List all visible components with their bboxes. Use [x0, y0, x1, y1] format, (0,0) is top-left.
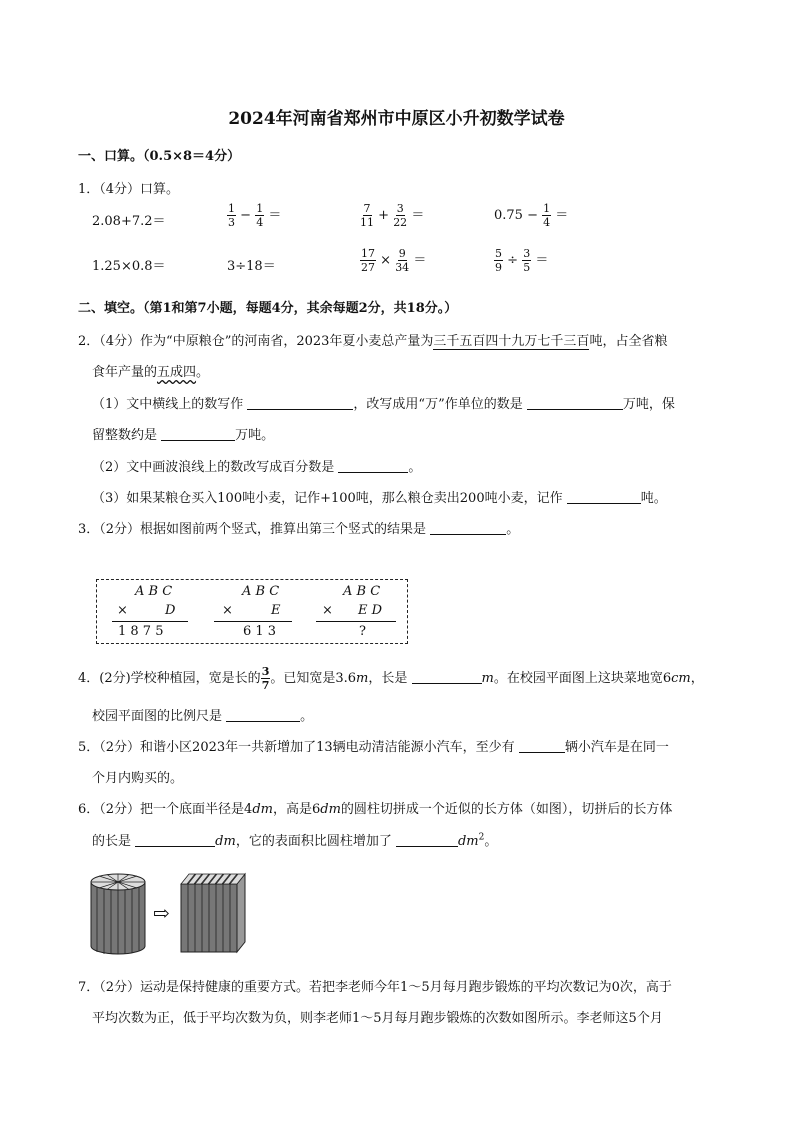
- question-1-label: 1．（4分）口算。: [78, 182, 180, 197]
- calc-item-3: $\frac{7}{11}$ + $\frac{3}{22}$ ＝: [360, 202, 425, 229]
- calc-3-result: ?: [359, 624, 366, 639]
- calc-3-bottom: E D: [358, 603, 383, 618]
- question-4-line-1: 4．(2分)学校种植园，宽是长的 $\frac{3}{7}$ 。已知宽是3.6m，长是 m。在校园平面图上这块菜地宽6cm，: [78, 665, 704, 692]
- calc-item-1: 2.08+7.2＝: [92, 214, 166, 229]
- cut-cylinder-figure: [88, 870, 148, 958]
- calc-item-2: $\frac{1}{3}$ − $\frac{1}{4}$ ＝: [228, 202, 282, 229]
- fraction: $\frac{5}{9}$: [495, 247, 502, 274]
- calc-2-line: [214, 621, 292, 622]
- question-2-sub-1-cont: 留整数约是 万吨。: [92, 428, 275, 443]
- fraction: $\frac{3}{5}$: [523, 247, 531, 274]
- answer-blank[interactable]: [567, 490, 641, 504]
- calc-1-bottom: D: [165, 603, 176, 618]
- question-3-text: 3．（2分）根据如图前两个竖式，推算出第三个竖式的结果是 。: [78, 522, 520, 537]
- calc-2-bottom: E: [271, 603, 281, 618]
- calc-item-7: $\frac{17}{27}$ × $\frac{9}{34}$ ＝: [361, 247, 427, 274]
- answer-blank[interactable]: [396, 833, 458, 847]
- calc-2-mul: ×: [222, 603, 233, 618]
- answer-blank[interactable]: [412, 670, 482, 684]
- calc-1-top: A B C: [135, 584, 173, 599]
- section-2-heading: 二、填空。（第1和第7小题，每题4分，其余每题2分，共18分。）: [78, 301, 458, 316]
- answer-blank[interactable]: [338, 459, 408, 473]
- calc-3-top: A B C: [343, 584, 381, 599]
- page-title: 2024年河南省郑州市中原区小升初数学试卷: [228, 109, 565, 129]
- fraction: $\frac{3}{22}$: [393, 202, 408, 229]
- question-6-line-2: 的长是 dm，它的表面积比圆柱增加了 $dm^2$。: [92, 832, 498, 849]
- fraction: $\frac{7}{11}$: [360, 202, 374, 229]
- fraction: $\frac{17}{27}$: [361, 247, 375, 274]
- answer-blank[interactable]: [135, 833, 215, 847]
- fraction: $\frac{1}{4}$: [543, 202, 551, 229]
- arrow-right-icon: ⇨: [153, 901, 170, 925]
- question-6-line-1: 6．（2分）把一个底面半径是4dm，高是6dm的圆柱切拼成一个近似的长方体（如图），切拼后的长方体: [78, 802, 673, 817]
- calc-2-result: 6 1 3: [243, 624, 277, 639]
- approx-cuboid-figure: [178, 868, 250, 956]
- question-2-sub-1: （1）文中横线上的数写作 ，改写成用“万”作单位的数是 万吨，保: [92, 397, 675, 412]
- answer-blank[interactable]: [161, 427, 235, 441]
- fraction: $\frac{1}{3}$: [228, 202, 235, 229]
- fraction: $\frac{9}{34}$: [395, 247, 410, 274]
- answer-blank[interactable]: [430, 521, 506, 535]
- question-2-line-1: 2．（4分）作为“中原粮仓”的河南省，2023年夏小麦总产量为三千五百四十九万七千三百吨，占全省粮: [78, 334, 668, 349]
- answer-blank[interactable]: [247, 396, 353, 410]
- question-2-line-2: 食年产量的五成四。: [92, 365, 210, 380]
- answer-blank[interactable]: [527, 396, 623, 410]
- question-7-line-1: 7．（2分）运动是保持健康的重要方式。若把李老师今年1～5月每月跑步锻炼的平均次数记为0次，高于: [78, 980, 672, 995]
- fraction: $\frac{1}{4}$: [256, 202, 264, 229]
- wavy-underlined-text: 五成四: [157, 365, 197, 380]
- calc-item-5: 1.25×0.8＝: [92, 259, 166, 274]
- question-2-sub-2: （2）文中画波浪线上的数改写成百分数是 。: [92, 460, 422, 475]
- question-5-line-2: 个月内购买的。: [92, 771, 184, 786]
- section-1-heading: 一、口算。（0.5×8＝4分）: [78, 149, 241, 164]
- question-7-line-2: 平均次数为正，低于平均次数为负，则李老师1～5月每月跑步锻炼的次数如图所示。李老师这5个月: [92, 1011, 663, 1026]
- answer-blank[interactable]: [519, 739, 565, 753]
- calc-1-result: 1 8 7 5: [118, 624, 164, 639]
- question-4-line-2: 校园平面图的比例尺是 。: [92, 709, 314, 724]
- calc-3-mul: ×: [322, 603, 333, 618]
- calc-item-8: $\frac{5}{9}$ ÷ $\frac{3}{5}$ ＝: [495, 247, 549, 274]
- fraction: $\frac{3}{7}$: [261, 665, 270, 692]
- calc-1-line: [112, 621, 188, 622]
- calc-item-6: 3÷18＝: [227, 259, 276, 274]
- question-2-sub-3: （3）如果某粮仓买入100吨小麦，记作+100吨，那么粮仓卖出200吨小麦，记作 吨。: [92, 491, 667, 506]
- answer-blank[interactable]: [226, 708, 300, 722]
- calc-1-mul: ×: [117, 603, 128, 618]
- calc-item-4: 0.75 − $\frac{1}{4}$ ＝: [494, 202, 569, 229]
- underlined-number-text: 三千五百四十九万七千三百: [433, 334, 590, 349]
- question-5-line-1: 5．（2分）和谐小区2023年一共新增加了13辆电动清洁能源小汽车，至少有 辆小汽车是在同一: [78, 740, 669, 755]
- calc-2-top: A B C: [242, 584, 280, 599]
- calc-3-line: [316, 621, 396, 622]
